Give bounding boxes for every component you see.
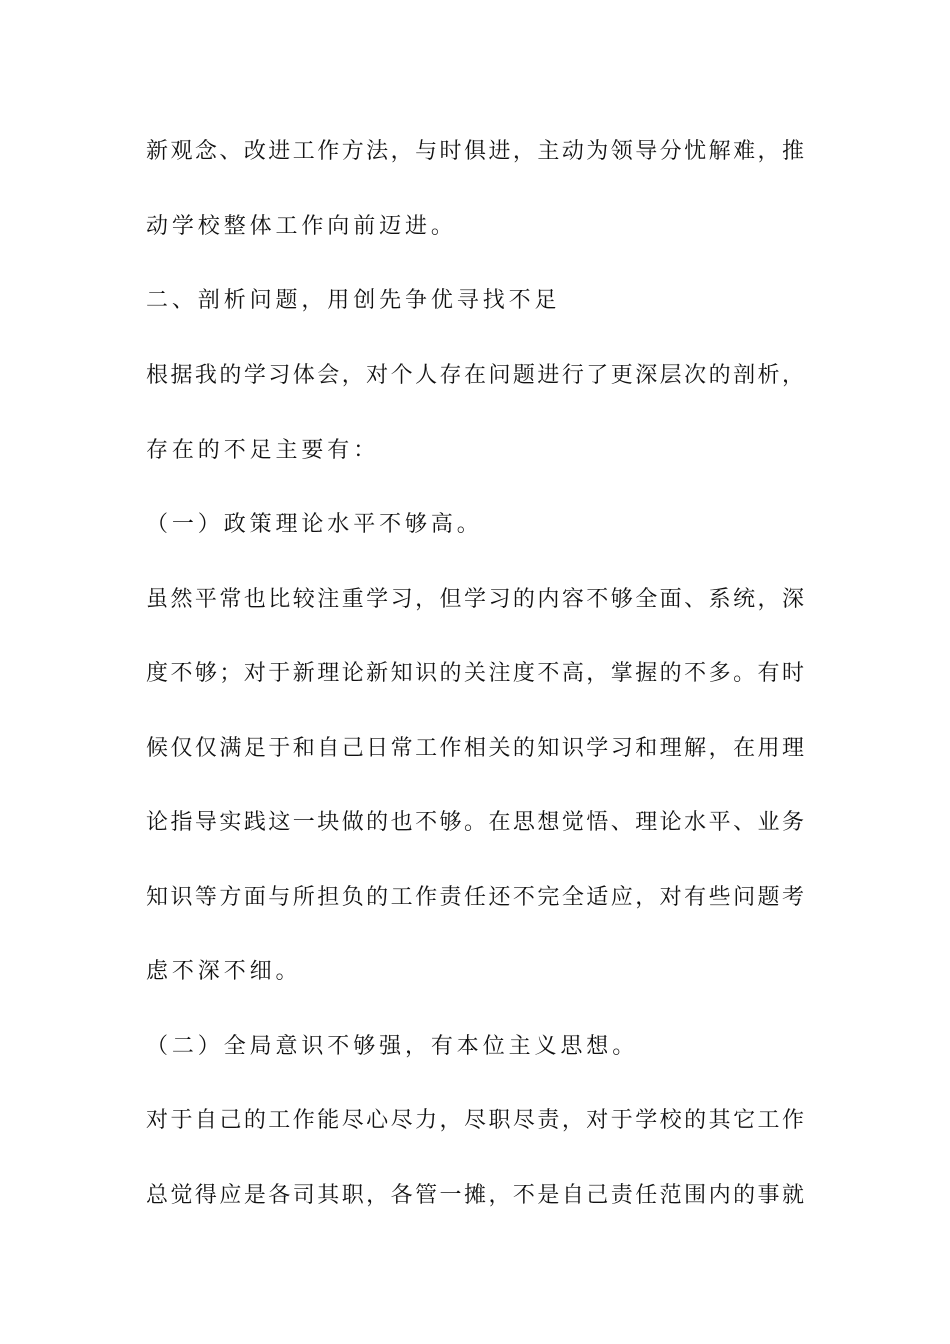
paragraph-line: 总觉得应是各司其职，各管一摊，不是自己责任范围内的事就 <box>146 1183 804 1208</box>
paragraph-line: 虽然平常也比较注重学习，但学习的内容不够全面、系统，深 <box>146 587 804 612</box>
subsection-heading: （二）全局意识不够强，有本位主义思想。 <box>146 1034 639 1059</box>
section-heading: 二、剖析问题，用创先争优寻找不足 <box>146 288 561 313</box>
paragraph-line: 度不够；对于新理论新知识的关注度不高，掌握的不多。有时 <box>146 661 804 686</box>
paragraph-line: 知识等方面与所担负的工作责任还不完全适应，对有些问题考 <box>146 885 804 910</box>
paragraph-line: 论指导实践这一块做的也不够。在思想觉悟、理论水平、业务 <box>146 810 804 835</box>
paragraph-line: 候仅仅满足于和自己日常工作相关的知识学习和理解，在用理 <box>146 736 804 761</box>
paragraph-line: 新观念、改进工作方法，与时俱进，主动为领导分忧解难，推 <box>146 139 804 164</box>
paragraph-line: 动学校整体工作向前迈进。 <box>146 214 457 239</box>
paragraph-line: 根据我的学习体会，对个人存在问题进行了更深层次的剖析， <box>146 363 804 388</box>
subsection-heading: （一）政策理论水平不够高。 <box>146 512 483 537</box>
paragraph-line: 存在的不足主要有： <box>146 438 380 463</box>
paragraph-line: 对于自己的工作能尽心尽力，尽职尽责，对于学校的其它工作 <box>146 1108 804 1133</box>
paragraph-line: 虑不深不细。 <box>146 959 302 984</box>
